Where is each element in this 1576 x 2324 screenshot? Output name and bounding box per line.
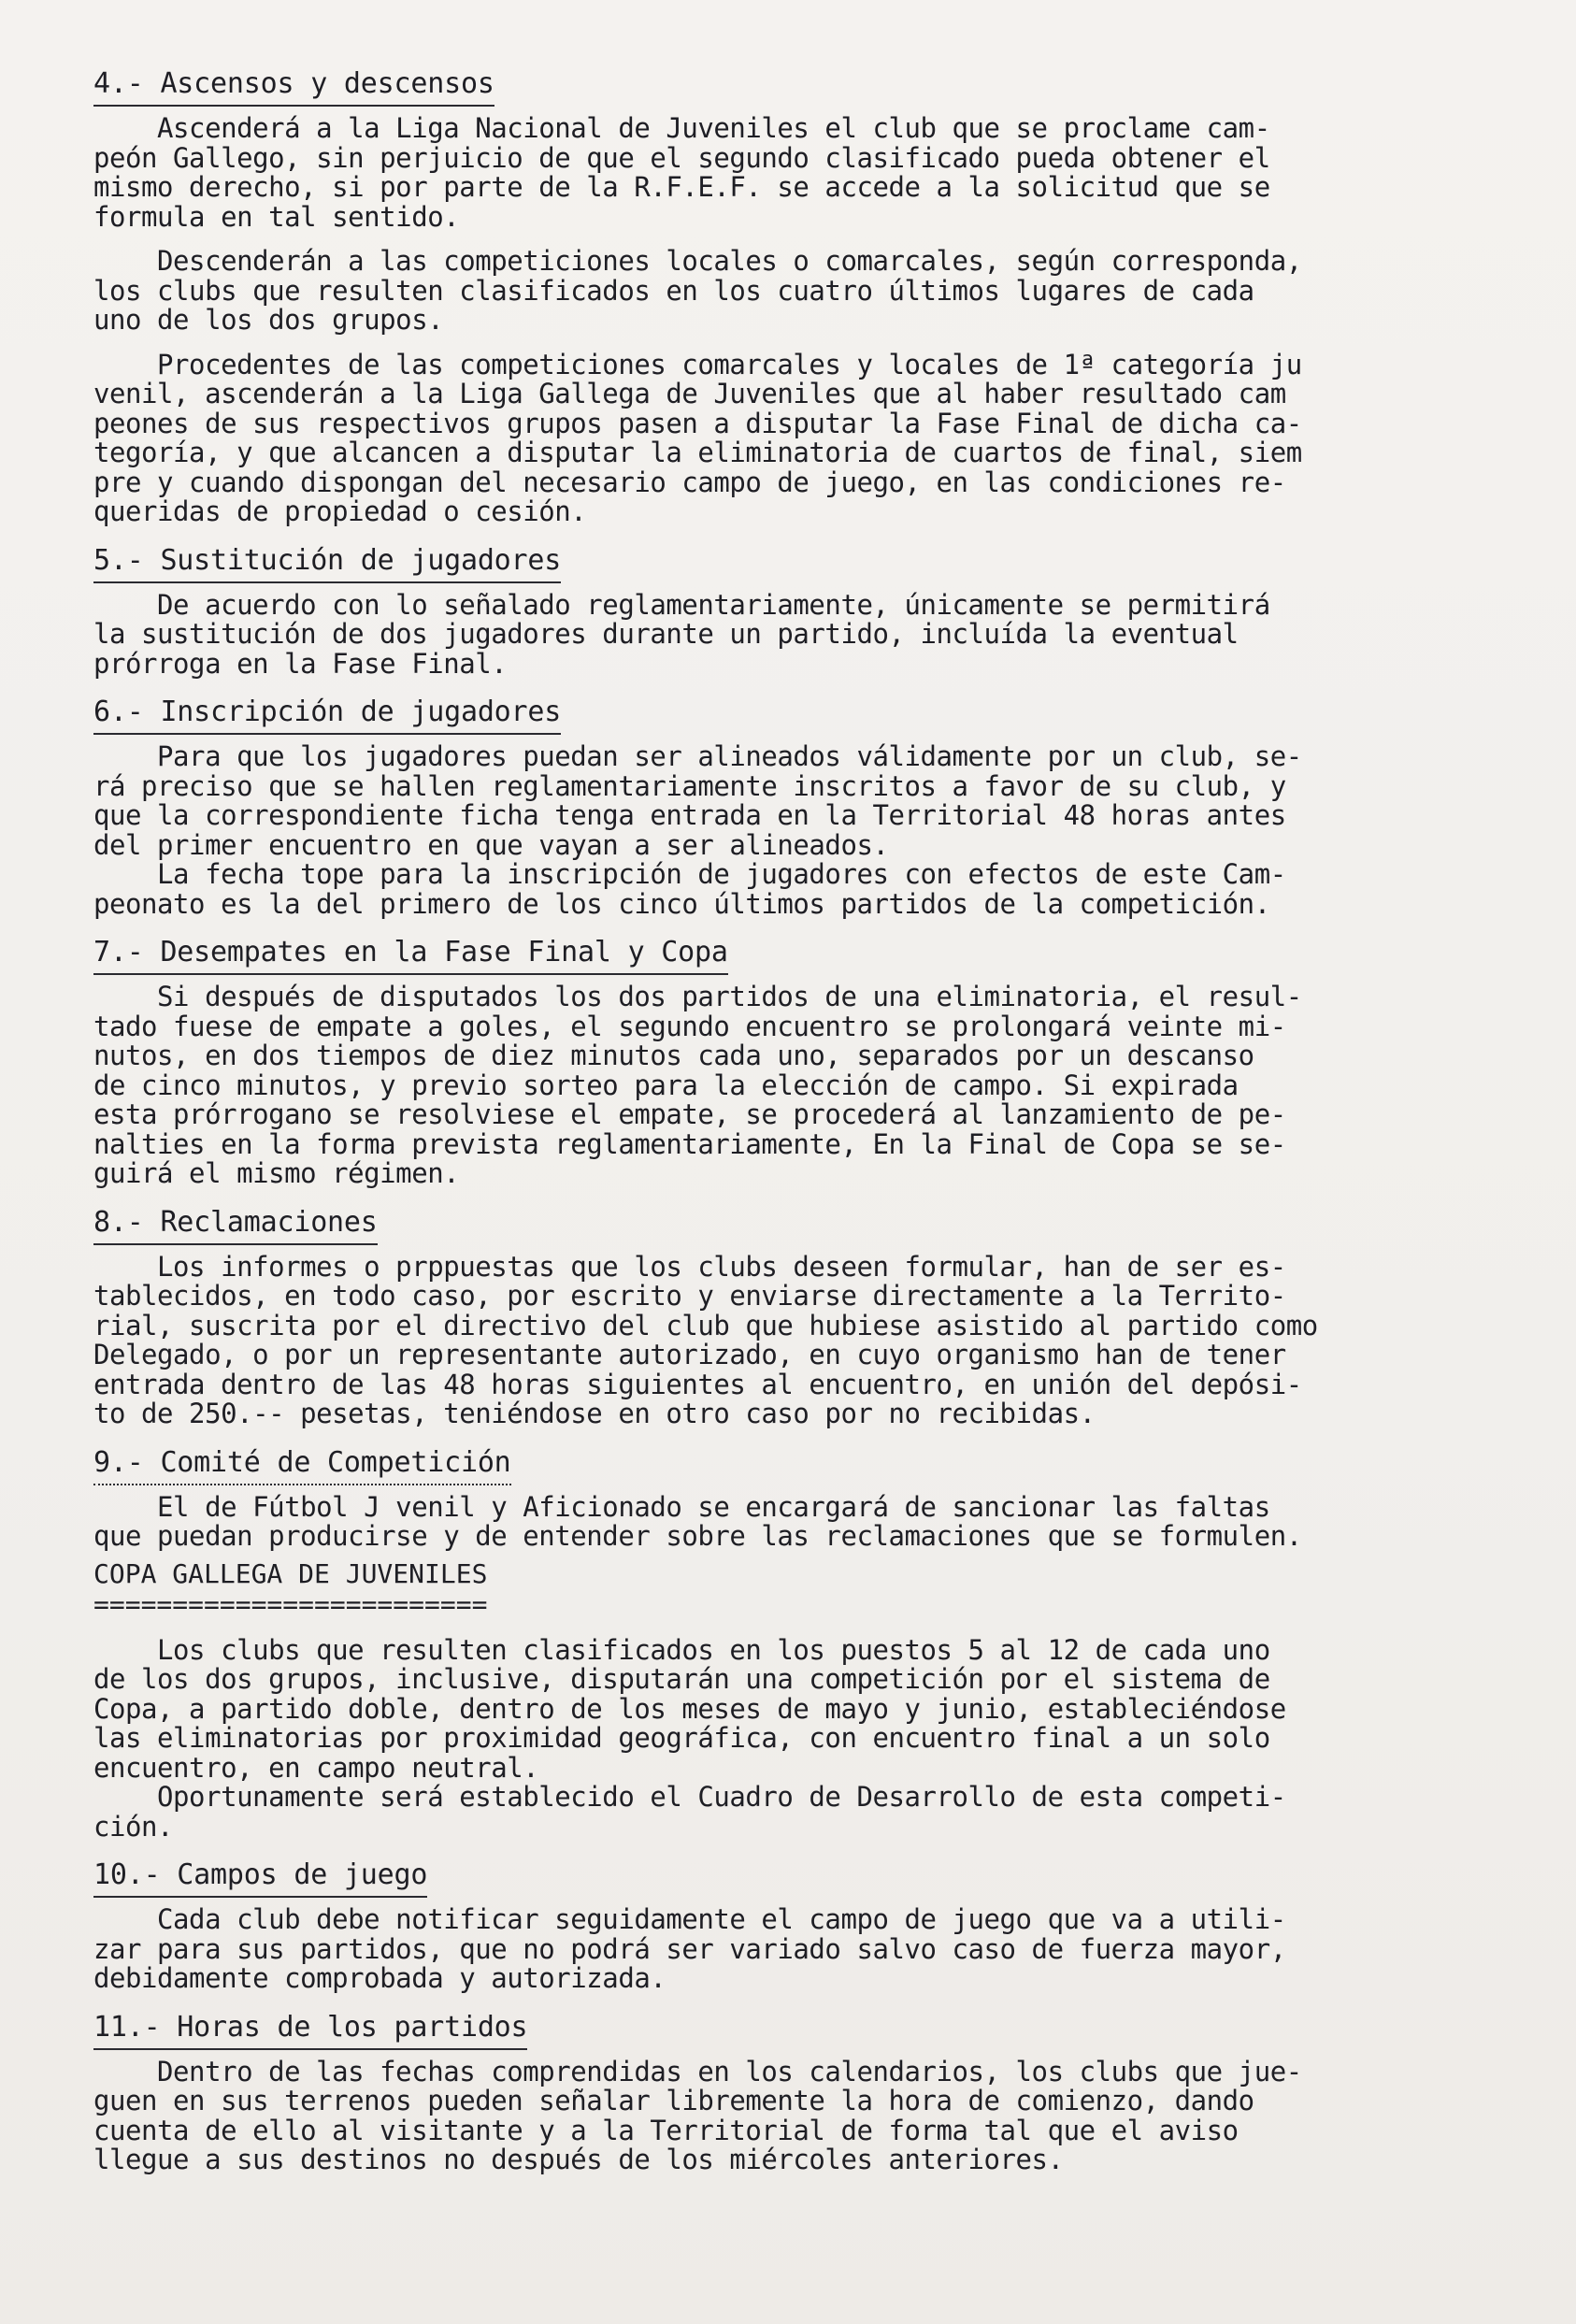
paragraph: Cada club debe notificar seguidamente el campo de juego que va a utili- zar para sus partidos, que no podrá ser variado salvo caso de fuerza mayor, debidamente comprobada y autorizada. bbox=[93, 1903, 1286, 1994]
section-inscripcion bbox=[93, 694, 1496, 919]
paragraph: Procedentes de las competiciones comarcales y locales de 1ª categoría ju venil, ascenderán a la Liga Gallega de Juveniles que al haber resultado cam peones de sus respectivos grupos pasen a disputar la Fase Final de dicha ca- tegoría, y que alcancen a disputar la eliminatoria de cuartos de final, siem pre y cuando dispongan del necesario campo de juego, en las condiciones re- queridas de propiedad o cesión. bbox=[93, 348, 1302, 527]
paragraph: El de Fútbol J venil y Aficionado se encargará de sancionar las faltas que puedan producirse y de entender sobre las reclamaciones que se formulen. bbox=[93, 1490, 1302, 1552]
section-heading: 8.- Reclamaciones bbox=[93, 1204, 378, 1245]
paragraph: Ascenderá a la Liga Nacional de Juveniles el club que se proclame cam- peón Gallego, sin perjuicio de que el segundo clasificado pueda obtener el mismo derecho, si por parte de la R.F.E.F. se accede a la solicitud que se formula en tal sentido. bbox=[93, 112, 1270, 233]
section-heading: 11.- Horas de los partidos bbox=[93, 2009, 527, 2050]
paragraph: Los informes o prppuestas que los clubs deseen formular, han de ser es- tablecidos, en todo caso, por escrito y enviarse directamente a la Territo- rial, suscrita por el directivo del club que hubiese asistido al partido como Delegado, o por un representante autorizado, en cuyo organismo han de tener entrada dentro de las 48 horas siguientes al encuentro, en unión del depósi- to de 250.-- pesetas, teniéndose en otro caso por no recibidas. bbox=[93, 1250, 1318, 1429]
section-copa bbox=[93, 1557, 1496, 1843]
section-reclamaciones bbox=[93, 1204, 1496, 1429]
title-underline-rule: ========================= bbox=[93, 1588, 488, 1620]
paragraph: Dentro de las fechas comprendidas en los calendarios, los clubs que jue- guen en sus terrenos pueden señalar libremente la hora de comienzo, dando cuenta de ello al visitante y a la Territorial de forma tal que el aviso llegue a sus destinos no después de los miércoles anteriores. bbox=[93, 2055, 1302, 2175]
section-heading: 7.- Desempates en la Fase Final y Copa bbox=[93, 934, 728, 975]
section-heading: 5.- Sustitución de jugadores bbox=[93, 542, 561, 583]
section-sustitucion bbox=[93, 542, 1496, 680]
paragraph: Si después de disputados los dos partidos de una eliminatoria, el resul- tado fuese de empate a goles, el segundo encuentro se prolongará veinte mi- nutos, en dos tiempos de diez minutos cada uno, separados por un descanso de cinco minutos, y previo sorteo para la elección de campo. Si expirada esta prórrogano se resolviese el empate, se procederá al lanzamiento de pe- nalties en la forma prevista reglamentariamente, En la Final de Copa se se- guirá el mismo régimen. bbox=[93, 981, 1302, 1189]
document-body bbox=[93, 65, 1496, 2190]
section-heading: 4.- Ascensos y descensos bbox=[93, 65, 494, 107]
copa-title: COPA GALLEGA DE JUVENILES bbox=[93, 1557, 488, 1589]
section-heading: 10.- Campos de juego bbox=[93, 1857, 427, 1898]
section-ascensos bbox=[93, 65, 1496, 527]
paragraph: Los clubs que resulten clasificados en los puestos 5 al 12 de cada uno de los dos grupos, inclusive, disputarán una competición por el sistema de Copa, a partido doble, dentro de los meses de mayo y junio, estableciéndose las eliminatorias por proximidad geográfica, con encuentro final a un solo encuentro, en campo neutral. Oportunamente será establecido el Cuadro de Desarrollo de esta competi- ción. bbox=[93, 1633, 1286, 1843]
paragraph: De acuerdo con lo señalado reglamentariamente, únicamente se permitirá la sustitución de dos jugadores durante un partido, incluída la eventual prórroga en la Fase Final. bbox=[93, 588, 1270, 680]
section-comite bbox=[93, 1444, 1496, 1552]
section-desempates bbox=[93, 934, 1496, 1189]
section-heading: 6.- Inscripción de jugadores bbox=[93, 694, 561, 735]
section-heading: 9.- Comité de Competición bbox=[93, 1444, 511, 1485]
section-horas bbox=[93, 2009, 1496, 2175]
paragraph: Para que los jugadores puedan ser alineados válidamente por un club, se- rá preciso que se hallen reglamentariamente inscritos a favor de su club, y que la correspondiente ficha tenga entrada en la Territorial 48 horas antes del primer encuentro en que vayan a ser alineados. La fecha tope para la inscripción de jugadores con efectos de este Cam- peonato es la del primero de los cinco últimos partidos de la competición. bbox=[93, 740, 1302, 920]
section-campos bbox=[93, 1857, 1496, 1994]
paragraph: Descenderán a las competiciones locales o comarcales, según corresponda, los clubs que resulten clasificados en los cuatro últimos lugares de cada uno de los dos grupos. bbox=[93, 245, 1302, 336]
